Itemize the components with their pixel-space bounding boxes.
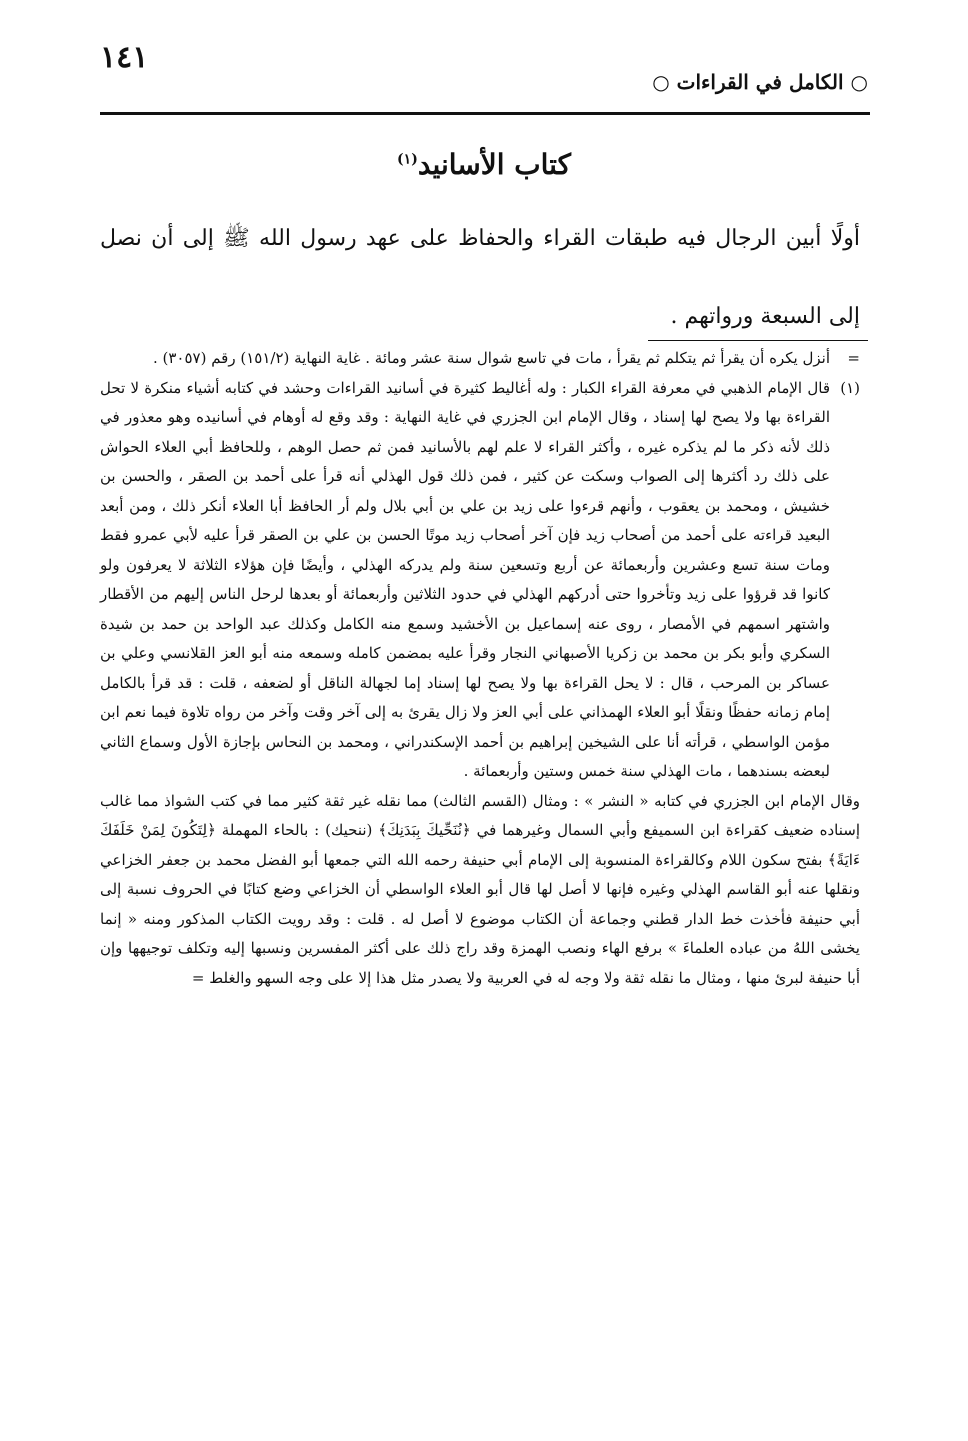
continuation-marker: = [847,349,860,367]
footnote-continuation [100,344,860,374]
footnotes-section [100,344,860,993]
page-number: ١٤١ [100,40,149,75]
running-head: ○ الكامل في القراءات ○ [652,70,868,94]
footnote-rule [648,340,868,341]
chapter-title-text: كتاب الأسانيد [417,148,571,181]
chapter-footnote-ref: (١) [397,151,418,168]
footnote-1-marker: (١) [840,378,860,397]
main-text: أولًا أبين الرجال فيه طبقات القراء والحفاظ على عهد رسول الله ﷺ إلى أن نصل إلى السبعة ورواتهم . [100,226,860,329]
footnote-1 [100,374,860,994]
header-rule [100,112,870,115]
footnote-1-paragraph-1: قال الإمام الذهبي في معرفة القراء الكبار : وله أغاليط كثيرة في أسانيد القراءات وحشد في كتابه أشياء منكرة لا تحل القراءة بها ولا يصح لها إسناد ، وقال الإمام ابن الجزري في غاية النهاية : وقد وقع له أوهام في أسانيده وهو معذور في ذلك لأنه ذكر ما لم يذكره غيره ، وأكثر القراء لا علم لهم بالأسانيد فمن ثم حصل الوهم ، وللحافظ أبي العلاء الحواش على ذلك رد أكثرها إلى الصواب وسكت عن كثير ، فمن ذلك قول الهذلي أنه قرأ على أحمد بن الصقر ، والحسن بن خشيش ، ومحمد بن يعقوب ، وأنهم قرءوا على زيد بن علي بن أبي بلال ولم أر الحافظ أبا العلاء أنكر ذلك ، ومن أبعد البعيد قراءته على أحمد من أصحاب زيد فإن آخر أصحاب زيد موتًا الحسن بن علي بن الصقر قرأ عليه لأبي عمرو فقط ومات سنة تسع وعشرين وأربعمائة عن أربع وتسعين سنة ولم يدركه الهذلي ، وأيضًا فإن هؤلاء الثلاثة لا يعرفون ولو كانوا قد قرؤوا على زيد وتأخروا حتى أدركهم الهذلي في حدود الثلاثين وأربعمائة أو بعدها لرحل الناس إليهم من الأقطار واشتهر اسمهم في الأمصار ، روى عنه إسماعيل بن الأخشيد وسمع منه الكامل وكذلك عبد الواحد بن حمد بن شيدة السكري وأبو بكر بن محمد بن زكريا الأصبهاني النجار وقرأ عليه بمضمن كامله وسمعه منه أبو العز القلانسي وعلي بن عساكر بن المرحب ، قال : لا يحل القراءة بها ولا يصح لها إسناد إما لجهالة الناقل أو لضعفه ، قلت : قد قرأ بالكامل إمام زمانه حفظًا ونقلًا أبو العلاء الهمذاني على أبي العز ولا زال يقرئ به إلى آخر وقت وآخر من رواه تلاوة فيما نعم ابن مؤمن الواسطي ، قرأته أنا على الشيخين إبراهيم بن أحمد الإسكندراني ، ومحمد بن النحاس بإجازة الأول وسماع الثاني لبعضه بسندهما ، مات الهذلي سنة خمس وستين وأربعمائة . [100,378,830,780]
footnote-1-paragraph-2: وقال الإمام ابن الجزري في كتابه « النشر » : ومثال (القسم الثالث) مما نقله غير ثقة كثير مما في كتب الشواذ مما غالب إسناده ضعيف كقراءة ابن السميفع وأبي السمال وغيرهما في ﴿نُنَحِّيكَ بِبَدَنِكَ﴾ (ننحيك) : بالحاء المهملة ﴿لِتَكُونَ لِمَنْ خَلَفَكَ ءَايَةً﴾ بفتح سكون اللام وكالقراءة المنسوبة إلى الإمام أبي حنيفة رحمه الله التي جمعها أبو الفضل محمد بن جعفر الخزاعي ونقلها عنه أبو القاسم الهذلي وغيره فإنها لا أصل لها قال أبو العلاء الواسطي أن الخزاعي وضع كتابًا في الحروف نسبة إلى أبي حنيفة فأخذت خط الدار قطني وجماعة أن الكتاب موضوع لا أصل له . قلت : وقد رويت الكتاب المذكور ومنه « إنما يخشى اللهُ من عباده العلماءَ » برفع الهاء ونصب الهمزة وقد راج ذلك على أكثر المفسرين ونسبها إليه وتكلف توجيهها وإن أبا حنيفة لبرئ منها ، ومثال ما نقله ثقة ولا وجه له في العربية ولا يصدر مثل هذا إلا على وجه السهو والغلط = [100,791,860,987]
footnote-continuation-text: أنزل يكره أن يقرأ ثم يتكلم ثم يقرأ ، مات في تاسع شوال سنة عشر ومائة . غاية النهاية (١٥١/٢) رقم (٣٠٥٧) . [152,349,830,367]
chapter-title [0,148,968,181]
